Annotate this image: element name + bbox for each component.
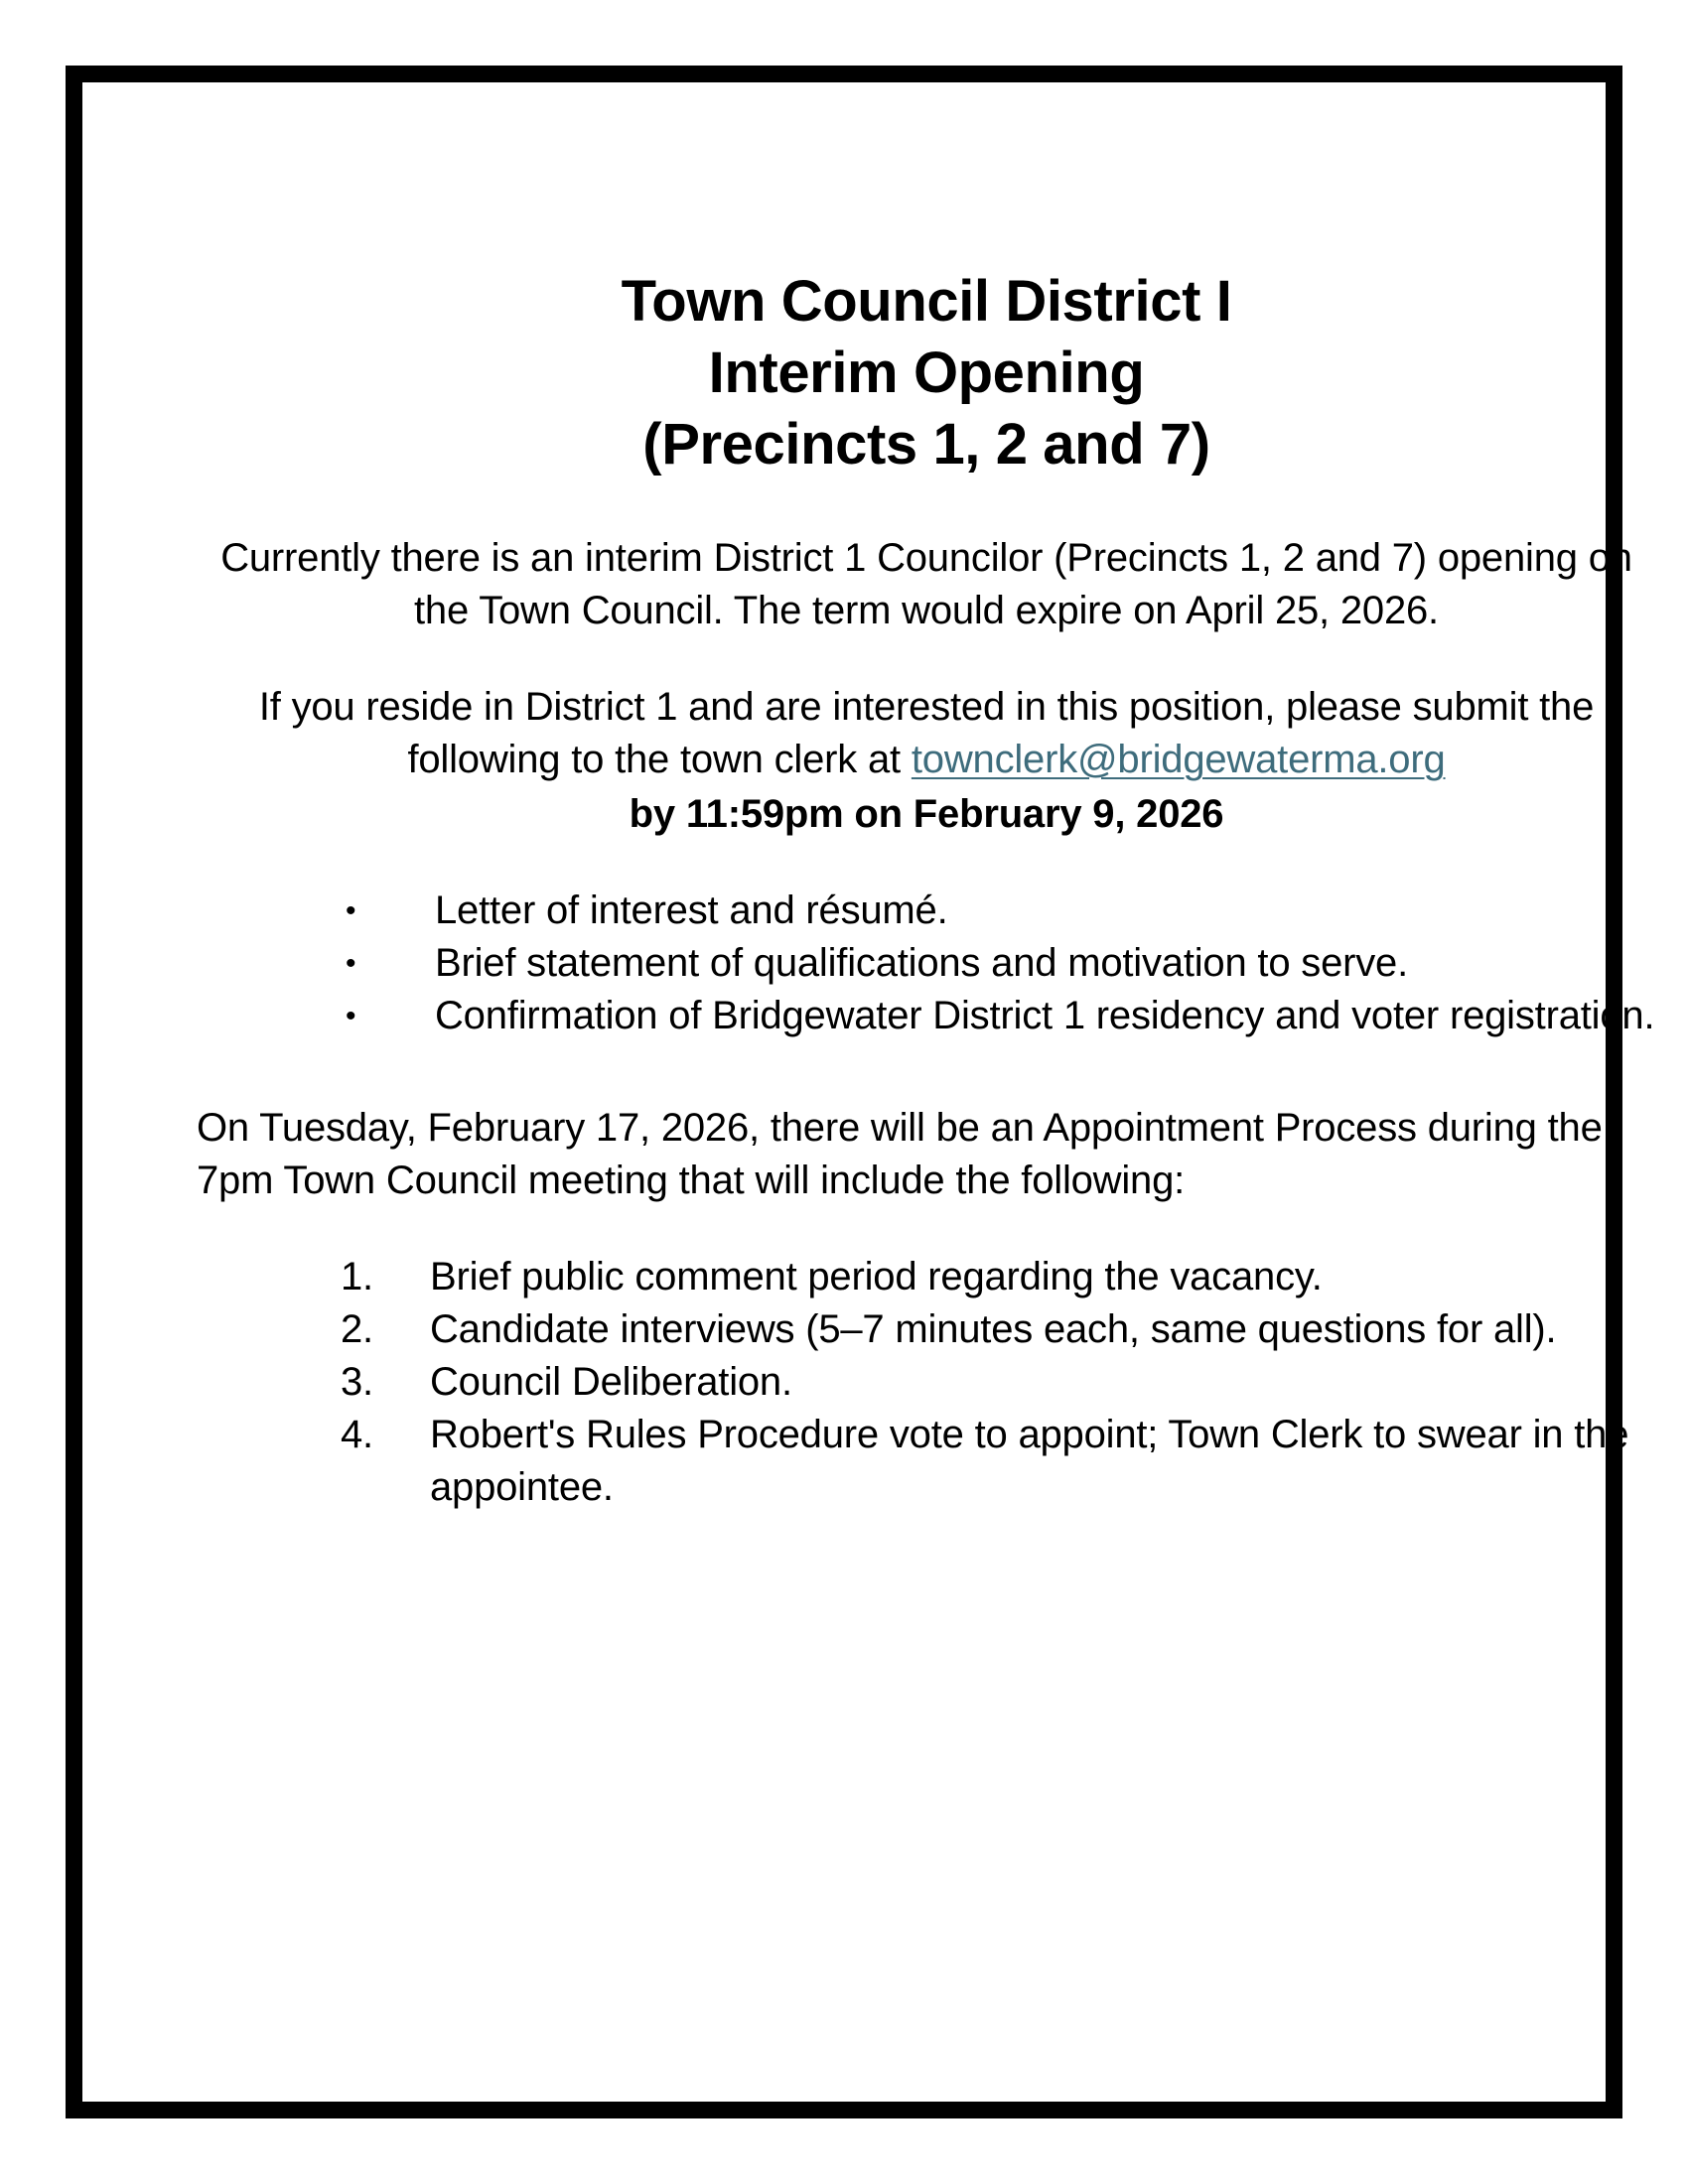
page-title — [165, 165, 1688, 480]
list-item — [341, 1356, 1688, 1409]
submission-instructions-text: If you reside in District 1 and are interested in this position, please submit the following to the town clerk at — [258, 685, 1595, 781]
list-item-text: Brief public comment period regarding the vacancy. — [430, 1255, 1323, 1298]
number-marker: 1. — [341, 1255, 373, 1298]
list-item — [341, 1251, 1688, 1303]
black-border-frame — [66, 66, 1655, 2118]
bullet-marker: • — [346, 947, 356, 980]
list-item — [341, 1409, 1688, 1514]
list-item-text: Letter of interest and résumé. — [435, 888, 948, 932]
submission-deadline: by 11:59pm on February 9, 2026 — [629, 792, 1224, 836]
list-item-text: Brief statement of qualifications and motivation to serve. — [435, 941, 1409, 985]
list-item — [346, 885, 1688, 937]
appointment-process-paragraph: On Tuesday, February 17, 2026, there will be an Appointment Process during the 7pm Town Council meeting that will include the following: — [197, 1106, 1603, 1202]
number-marker: 3. — [341, 1360, 373, 1404]
title-line-2: Interim Opening — [708, 341, 1145, 405]
list-item — [346, 937, 1688, 990]
title-line-3: (Precincts 1, 2 and 7) — [642, 412, 1210, 477]
list-item-text: Council Deliberation. — [430, 1360, 792, 1404]
appointment-process-list — [165, 1251, 1688, 1514]
list-item — [341, 1303, 1688, 1356]
list-item-text: Candidate interviews (5–7 minutes each, same questions for all). — [430, 1307, 1557, 1351]
list-item-text: Confirmation of Bridgewater District 1 residency and voter registration. — [435, 994, 1655, 1037]
number-marker: 4. — [341, 1413, 373, 1456]
intro-paragraph: Currently there is an interim District 1 Councilor (Precincts 1, 2 and 7) opening on the Town Council. The term would expire on April 25, 2026. — [220, 536, 1632, 632]
list-item — [346, 990, 1688, 1042]
submission-requirements-list — [165, 885, 1688, 1042]
title-line-1: Town Council District I — [621, 269, 1232, 334]
bullet-marker: • — [346, 1000, 356, 1032]
number-marker: 2. — [341, 1307, 373, 1351]
submission-instructions-paragraph — [165, 681, 1688, 841]
list-item-text: Robert's Rules Procedure vote to appoint; Town Clerk to swear in the appointee. — [430, 1413, 1629, 1509]
poster-content — [165, 165, 1688, 2184]
town-clerk-email-link[interactable]: townclerk@bridgewaterma.org — [911, 738, 1446, 781]
bullet-marker: • — [346, 894, 356, 927]
